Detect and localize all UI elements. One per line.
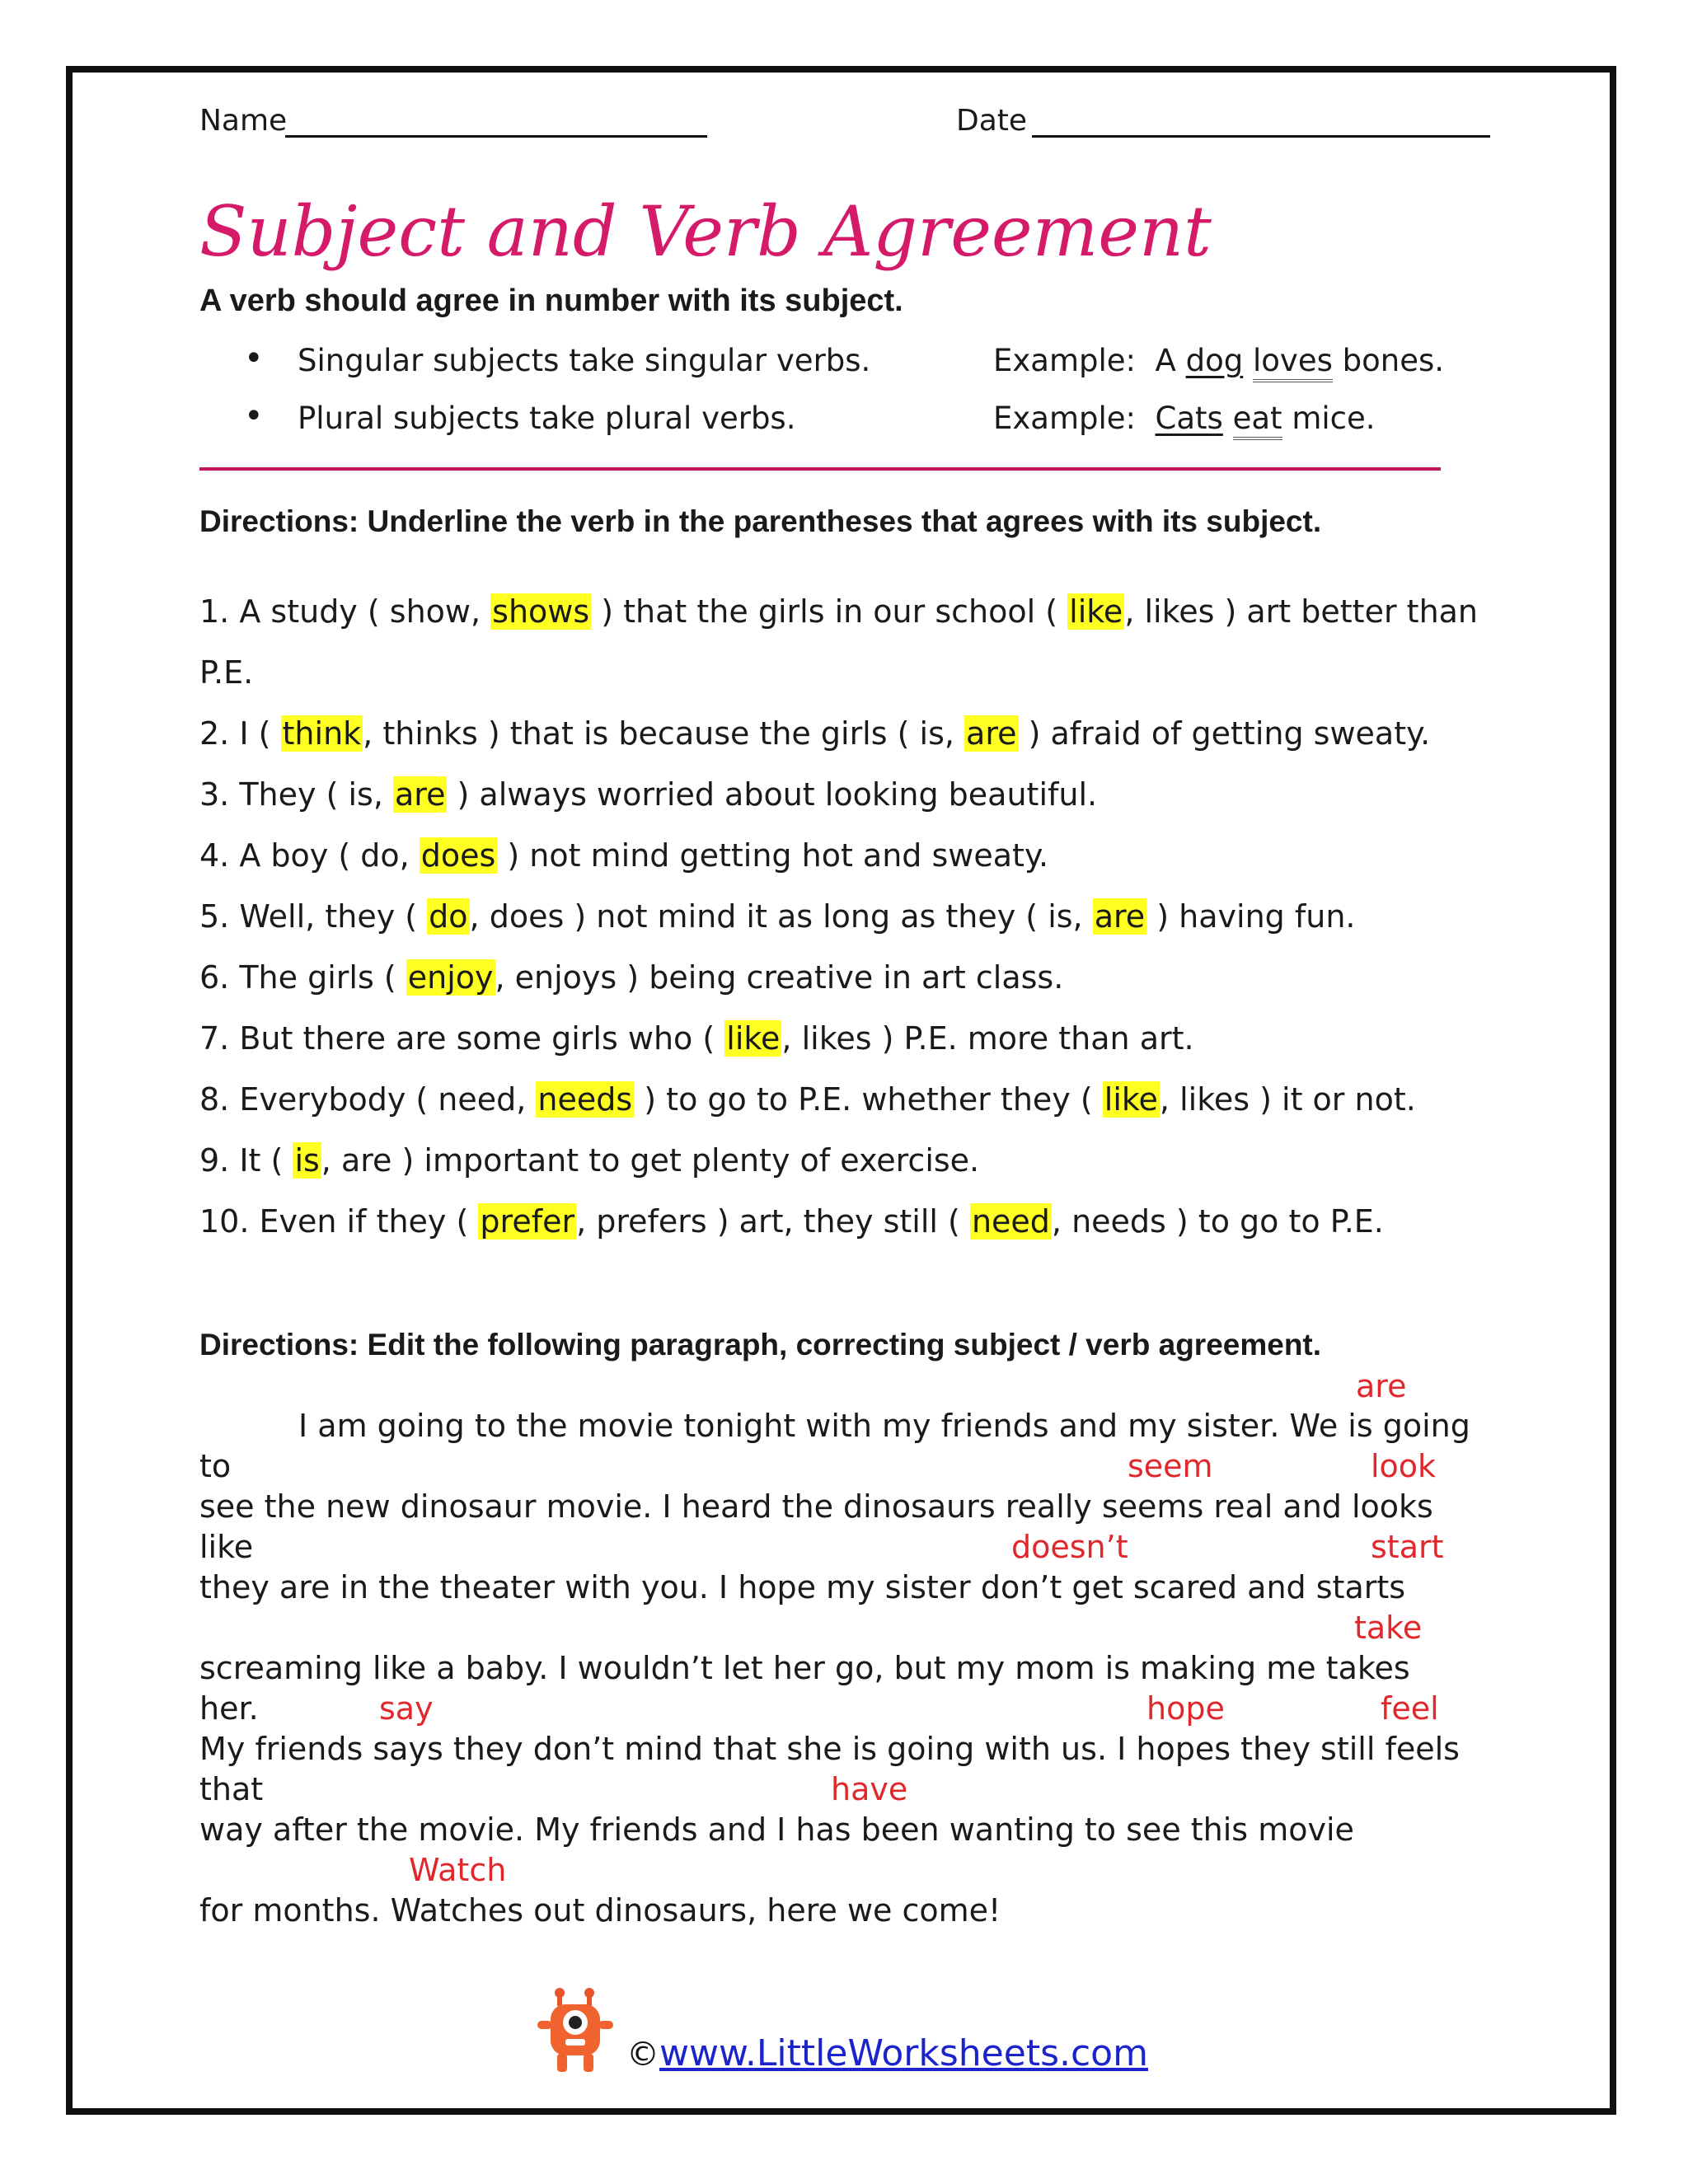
- question-text: , does ) not mind it as long as they ( is,: [469, 898, 1093, 935]
- question-text: ) to go to P.E. whether they (: [634, 1081, 1103, 1118]
- example-plural: [993, 401, 1376, 436]
- question-text: 3. They ( is,: [199, 776, 393, 813]
- correction: hope: [1146, 1690, 1225, 1727]
- question-text: ) always worried about looking beautiful.: [447, 776, 1098, 813]
- question-text: ) having fun.: [1146, 898, 1356, 935]
- rule-statement: A verb should agree in number with its subject.: [199, 284, 903, 318]
- example-text: mice.: [1292, 401, 1376, 436]
- correction: take: [1354, 1610, 1423, 1646]
- paragraph-line: they are in the theater with you. I hope my sister don’t get scared and starts: [199, 1569, 1406, 1605]
- question-text: , likes ) it or not.: [1159, 1081, 1416, 1118]
- question-line: [199, 959, 1063, 996]
- question-line: [199, 1203, 1384, 1240]
- question-text: 4. A boy ( do,: [199, 837, 420, 874]
- question-text: 8. Everybody ( need,: [199, 1081, 537, 1118]
- highlighted-answer[interactable]: shows: [492, 593, 590, 630]
- name-blank[interactable]: [285, 135, 707, 138]
- question-text: , prefers ) art, they still (: [576, 1203, 970, 1240]
- example-subject: Cats: [1155, 401, 1223, 436]
- question-text: 9. It (: [199, 1142, 293, 1179]
- date-label: Date: [956, 104, 1028, 138]
- correction: start: [1371, 1529, 1444, 1565]
- name-label: Name: [199, 104, 288, 138]
- highlighted-answer[interactable]: like: [1069, 593, 1123, 630]
- paragraph-line: her.: [199, 1690, 259, 1727]
- bullet-icon: •: [244, 397, 264, 435]
- highlighted-answer[interactable]: are: [966, 715, 1017, 752]
- example-text: bones.: [1342, 343, 1445, 378]
- paragraph-line: My friends says they don’t mind that she is going with us. I hopes they still feels: [199, 1731, 1460, 1767]
- highlighted-answer[interactable]: prefer: [480, 1203, 575, 1240]
- correction: are: [1356, 1368, 1407, 1404]
- question-text: , are ) important to get plenty of exercise.: [321, 1142, 980, 1179]
- correction: say: [379, 1690, 434, 1727]
- correction: Watch: [409, 1852, 507, 1888]
- question-line: [199, 1142, 979, 1179]
- paragraph-line: I am going to the movie tonight with my friends and my sister. We is going: [298, 1408, 1470, 1444]
- question-text: 10. Even if they (: [199, 1203, 479, 1240]
- correction: doesn’t: [1011, 1529, 1128, 1565]
- example-label: Example:: [993, 343, 1136, 378]
- paragraph-line: like: [199, 1529, 254, 1565]
- correction: look: [1371, 1448, 1437, 1484]
- question-text: , enjoys ) being creative in art class.: [495, 959, 1064, 996]
- example-verb: loves: [1253, 343, 1333, 382]
- website-link[interactable]: www.LittleWorksheets.com: [659, 2032, 1148, 2074]
- question-text: , likes ) P.E. more than art.: [781, 1020, 1194, 1057]
- question-line: [199, 1020, 1194, 1057]
- question-text: 5. Well, they (: [199, 898, 428, 935]
- paragraph-line: to: [199, 1448, 232, 1484]
- directions-part2: Directions: Edit the following paragraph, correcting subject / verb agreement.: [199, 1328, 1322, 1361]
- question-line: [199, 654, 253, 691]
- question-line: [199, 776, 1097, 813]
- question-text: , likes ) art better than: [1124, 593, 1479, 630]
- question-text: P.E.: [199, 654, 254, 691]
- paragraph-line: see the new dinosaur movie. I heard the dinosaurs really seems real and looks: [199, 1488, 1433, 1525]
- page-title: Subject and Verb Agreement: [199, 191, 1212, 272]
- highlighted-answer[interactable]: are: [395, 776, 446, 813]
- question-line: [199, 715, 1430, 752]
- highlighted-answer[interactable]: is: [294, 1142, 320, 1179]
- correction: feel: [1381, 1690, 1439, 1727]
- highlighted-answer[interactable]: need: [971, 1203, 1050, 1240]
- section-divider: [199, 467, 1441, 471]
- question-text: , thinks ) that is because the girls ( is,: [363, 715, 965, 752]
- correction: have: [831, 1771, 908, 1807]
- paragraph-line: for months. Watches out dinosaurs, here we come!: [199, 1892, 1001, 1929]
- highlighted-answer[interactable]: like: [1104, 1081, 1158, 1118]
- highlighted-answer[interactable]: are: [1094, 898, 1146, 935]
- question-text: 7. But there are some girls who (: [199, 1020, 725, 1057]
- bullet-plural: Plural subjects take plural verbs.: [298, 401, 796, 436]
- question-text: ) afraid of getting sweaty.: [1018, 715, 1431, 752]
- paragraph-line: screaming like a baby. I wouldn’t let her go, but my mom is making me takes: [199, 1650, 1410, 1686]
- question-text: ) that the girls in our school (: [591, 593, 1068, 630]
- highlighted-answer[interactable]: needs: [537, 1081, 633, 1118]
- copyright-symbol: ©: [626, 2036, 659, 2074]
- directions-part1: Directions: Underline the verb in the parentheses that agrees with its subject.: [199, 504, 1322, 538]
- bullet-singular: Singular subjects take singular verbs.: [298, 343, 871, 378]
- example-text: A: [1155, 343, 1176, 378]
- question-line: [199, 898, 1355, 935]
- correction: seem: [1128, 1448, 1213, 1484]
- highlighted-answer[interactable]: does: [420, 837, 496, 874]
- example-verb: eat: [1233, 401, 1282, 440]
- example-subject: dog: [1185, 343, 1244, 378]
- highlighted-answer[interactable]: like: [726, 1020, 781, 1057]
- example-singular: [993, 343, 1444, 378]
- question-text: ) not mind getting hot and sweaty.: [497, 837, 1049, 874]
- paragraph-line: way after the movie. My friends and I has been wanting to see this movie: [199, 1811, 1354, 1848]
- highlighted-answer[interactable]: enjoy: [407, 959, 494, 996]
- date-blank[interactable]: [1032, 135, 1490, 138]
- example-label: Example:: [993, 401, 1136, 436]
- paragraph-line: that: [199, 1771, 264, 1807]
- question-line: [199, 1081, 1416, 1118]
- bullet-icon: •: [244, 340, 264, 377]
- highlighted-answer[interactable]: do: [429, 898, 468, 935]
- question-text: 1. A study ( show,: [199, 593, 491, 630]
- question-line: [199, 593, 1478, 630]
- monster-logo-icon: [536, 1986, 615, 2077]
- question-text: , needs ) to go to P.E.: [1051, 1203, 1384, 1240]
- question-text: 2. I (: [199, 715, 281, 752]
- highlighted-answer[interactable]: think: [282, 715, 362, 752]
- question-text: 6. The girls (: [199, 959, 406, 996]
- question-line: [199, 837, 1048, 874]
